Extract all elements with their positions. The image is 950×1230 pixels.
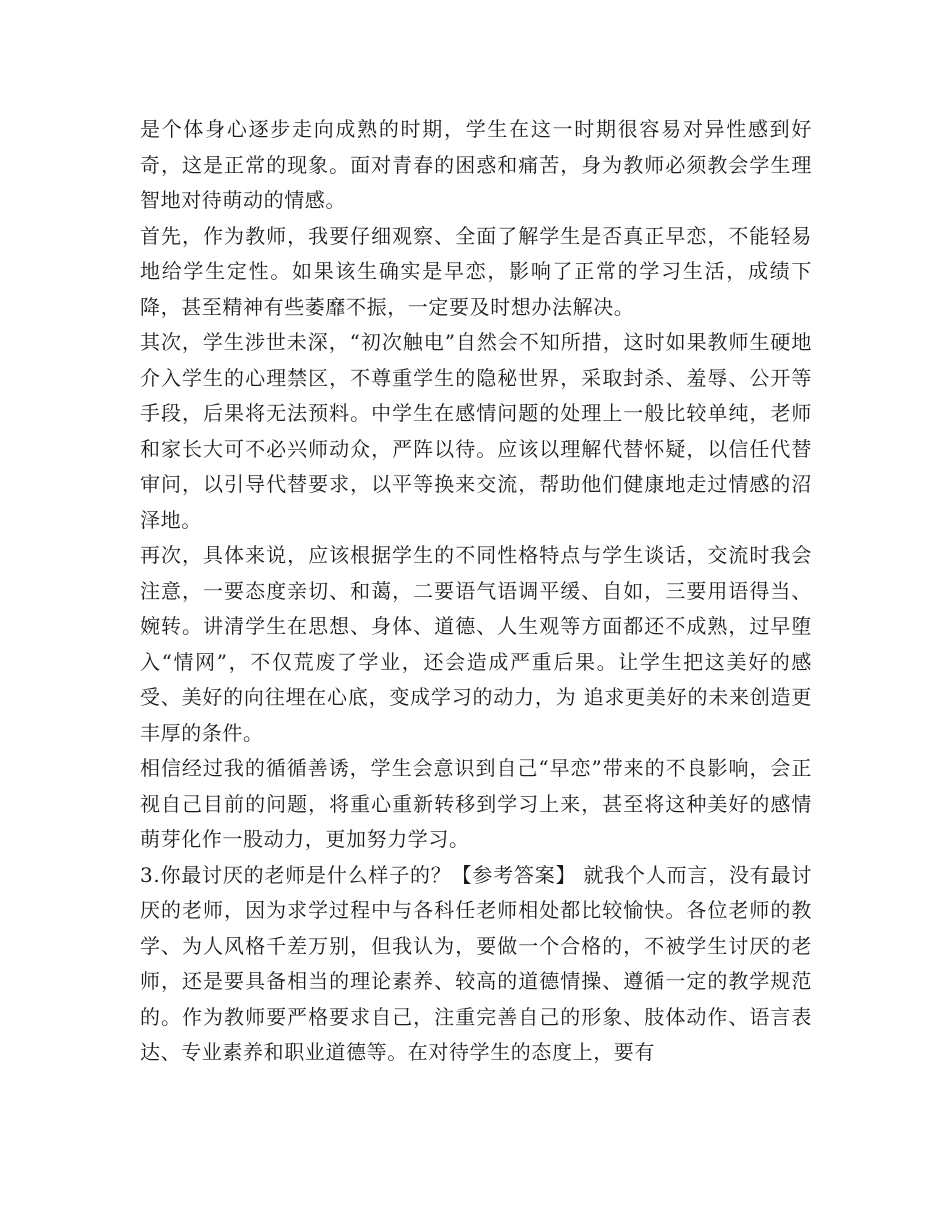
paragraph-3: 其次，学生涉世未深，“初次触电”自然会不知所措，这时如果教师生硬地介入学生的心理禁区，不尊重学生的隐秘世界，采取封杀、羞辱、公开等手段，后果将无法预料。中学生在感情问题的处理上一般比较单纯，老师和家长大可不必兴师动众，严阵以待。应该以理解代替怀疑，以信任代替审问，以引导代替要求，以平等换来交流，帮助他们健康地走过情感的沼泽地。 <box>140 330 812 532</box>
paragraph-4: 再次，具体来说，应该根据学生的不同性格特点与学生谈话，交流时我会注意，一要态度亲切、和蔼，二要语气语调平缓、自如，三要用语得当、婉转。讲清学生在思想、身体、道德、人生观等方面都还不成熟，过早堕入“情网”，不仅荒废了学业，还会造成严重后果。让学生把这美好的感受、美好的向往埋在心底，变成学习的动力，为 追求更美好的未来创造更丰厚的条件。 <box>140 543 812 745</box>
paragraph-2: 首先，作为教师，我要仔细观察、全面了解学生是否真正早恋，不能轻易地给学生定性。如果该生确实是早恋，影响了正常的学习生活，成绩下降，甚至精神有些萎靡不振，一定要及时想办法解决。 <box>140 223 812 319</box>
paragraph-6: 3.你最讨厌的老师是什么样子的？【参考答案】 就我个人而言，没有最讨厌的老师，因为求学过程中与各科任老师相处都比较愉快。各位老师的教学、为人风格千差万别，但我认为，要做一个合格的，不被学生讨厌的老师，还是要具备相当的理论素养、较高的道德情操、遵循一定的教学规范的。作为教师要严格要求自己，注重完善自己的形象、肢体动作、语言表达、专业素养和职业道德等。在对待学生的态度上，要有 <box>140 862 812 1064</box>
paragraph-1: 是个体身心逐步走向成熟的时期，学生在这一时期很容易对异性感到好奇，这是正常的现象。面对青春的困惑和痛苦，身为教师必须教会学生理智地对待萌动的情感。 <box>140 117 812 212</box>
paragraph-5: 相信经过我的循循善诱，学生会意识到自己“早恋”带来的不良影响，会正视自己目前的问题，将重心重新转移到学习上来，甚至将这种美好的感情萌芽化作一股动力，更加努力学习。 <box>140 756 812 851</box>
document-page <box>140 112 812 1071</box>
